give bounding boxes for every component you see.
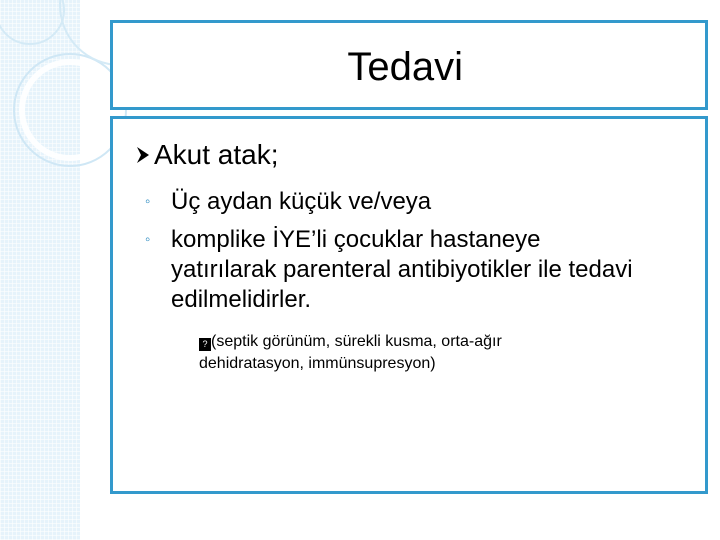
bullet-level2 [145, 225, 641, 315]
slide-title: Tedavi [347, 45, 463, 89]
content-box [110, 116, 708, 494]
note-text: (septik görünüm, sürekli kusma, orta-ağır dehidratasyon, immünsupresyon) [199, 333, 502, 372]
replacement-glyph-icon: ? [199, 338, 211, 351]
circle-bullet-icon: ◦ [145, 193, 151, 210]
bullet-level2 [145, 187, 641, 217]
bullet-level2-text: komplike İYE’li çocuklar hastaneye yatırılarak parenteral antibiyotikler ile tedavi edilmelidirler. [171, 226, 633, 313]
title-box [110, 20, 708, 110]
circle-bullet-icon: ◦ [145, 231, 151, 248]
bullet-level2-text: Üç aydan küçük ve/veya [171, 188, 432, 215]
note-level3 [199, 331, 599, 375]
bullet-level1-text: Akut atak; [154, 139, 279, 170]
arrow-bullet-icon [136, 141, 154, 169]
bullet-level1 [136, 141, 279, 169]
